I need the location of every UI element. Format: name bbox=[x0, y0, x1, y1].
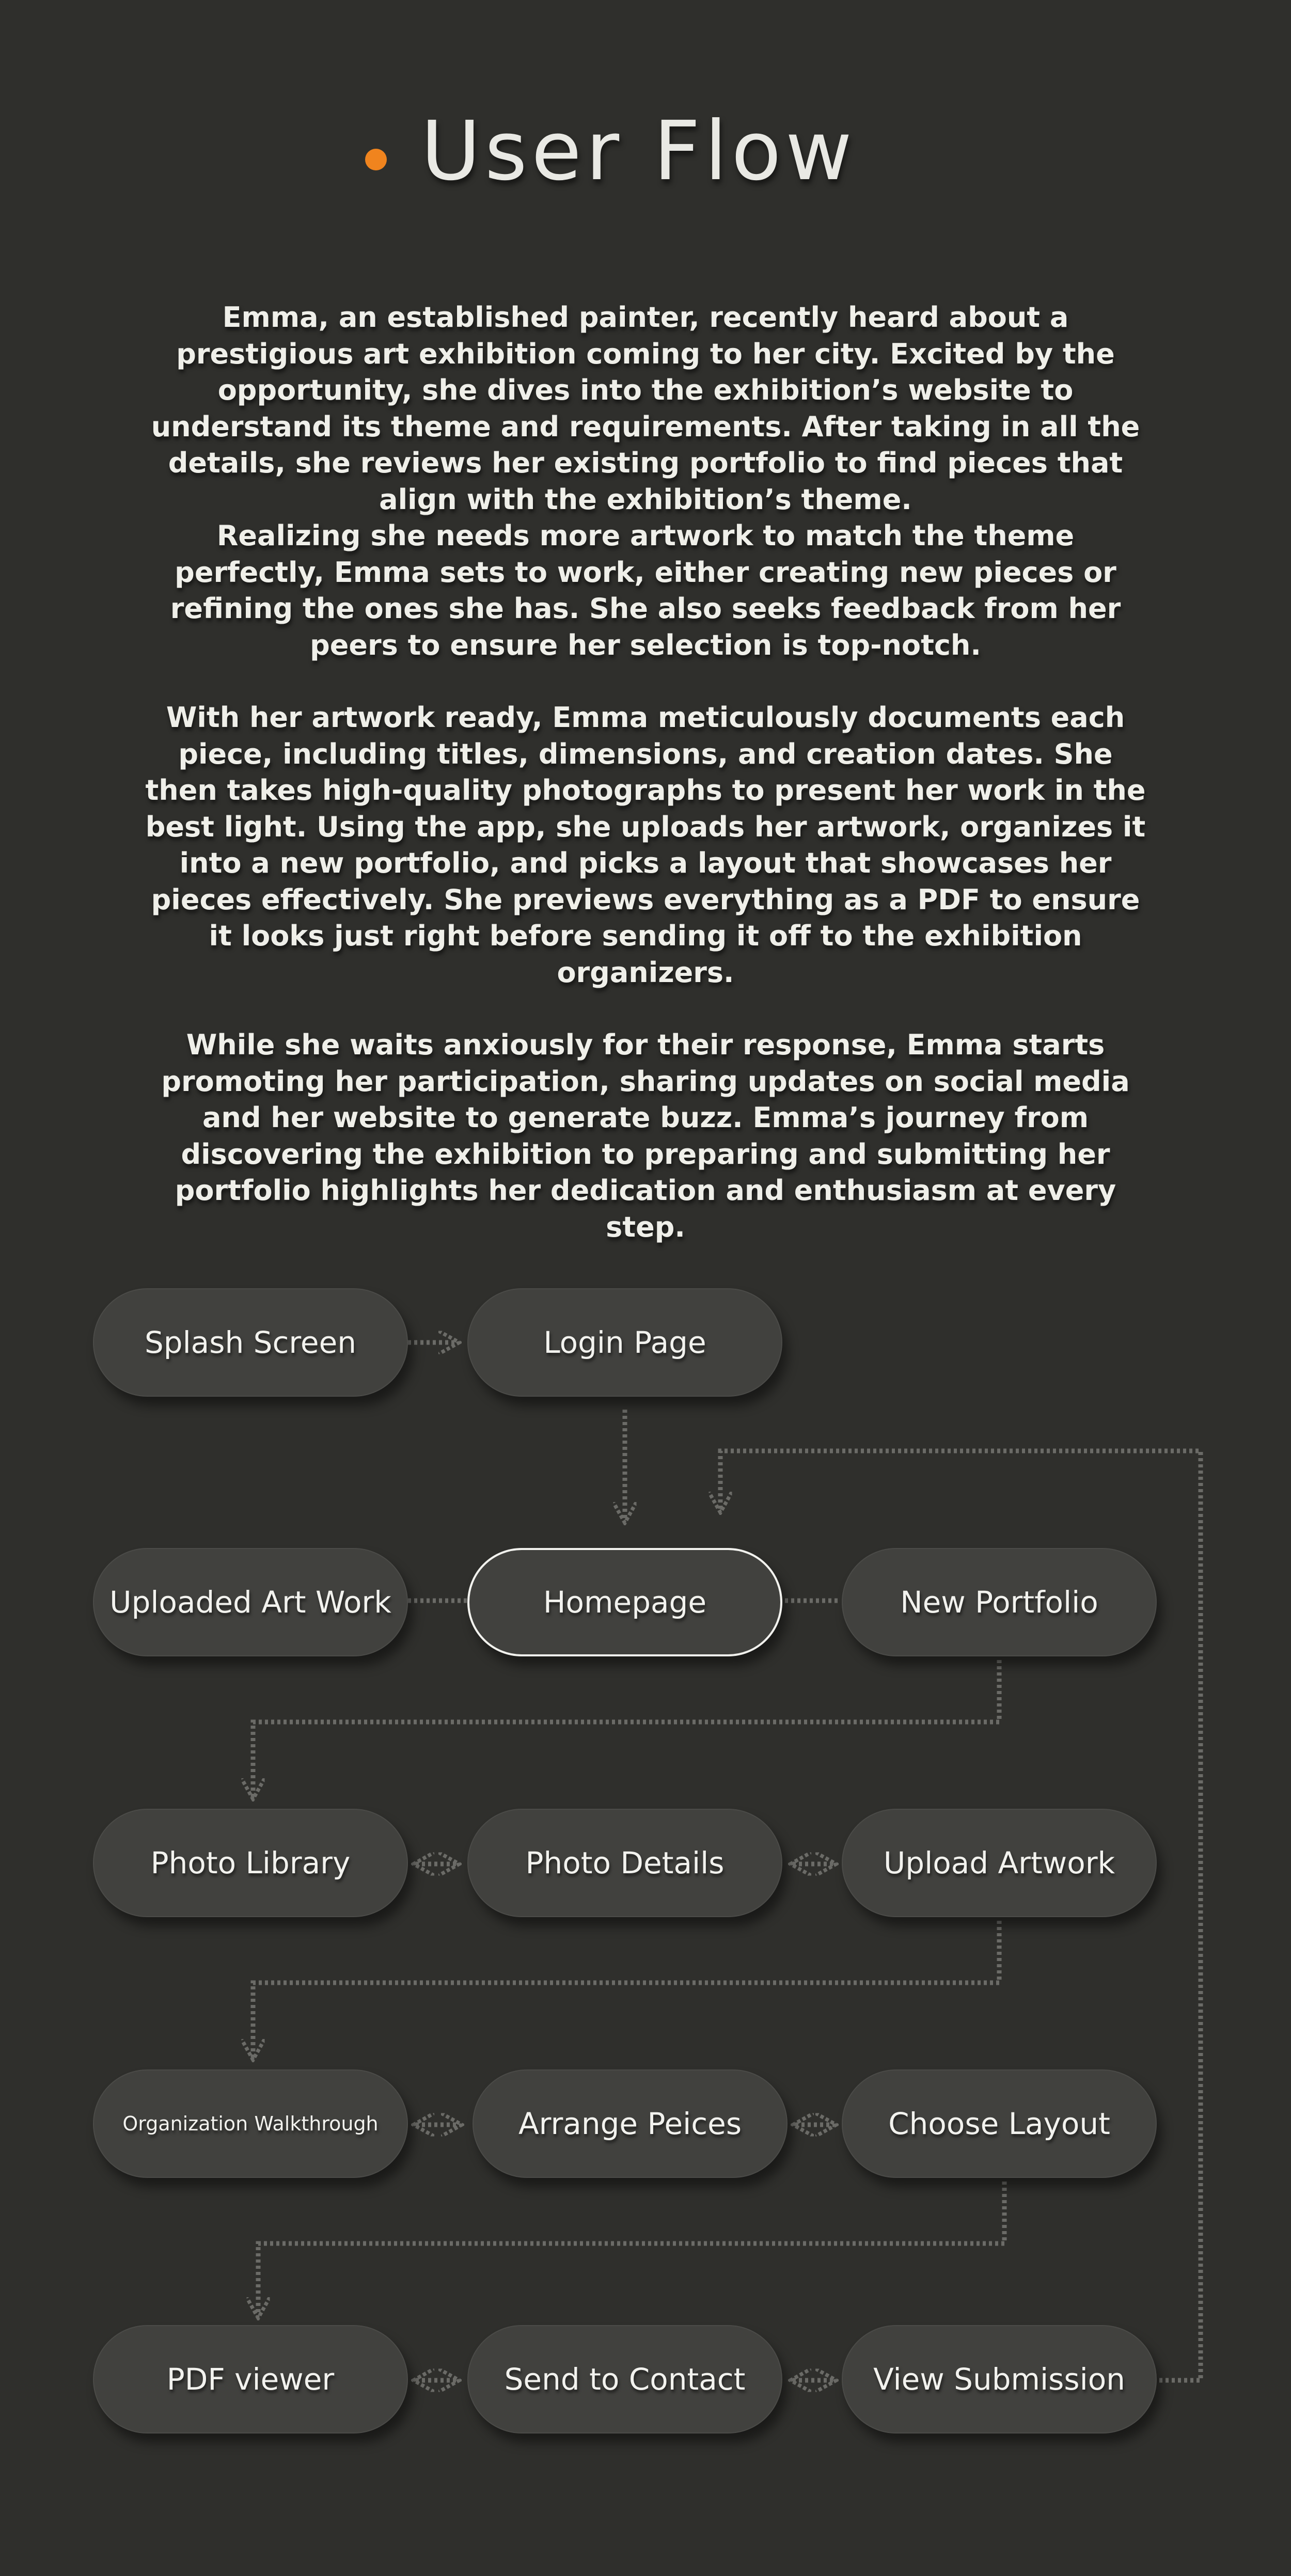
node-choose-layout[interactable]: Choose Layout bbox=[842, 2069, 1157, 2178]
node-login-page[interactable]: Login Page bbox=[467, 1288, 782, 1397]
node-photo-details[interactable]: Photo Details bbox=[467, 1809, 782, 1917]
story-paragraph: Realizing she needs more artwork to match the theme perfectly, Emma sets to work, either creating new pieces or refining the ones she has. She also seeks feedback from her peers to ensure her selection is top-notch. bbox=[170, 519, 1121, 661]
node-organization-walkthrough[interactable]: Organization Walkthrough bbox=[93, 2069, 408, 2178]
connector-upload-walkthrough bbox=[253, 1921, 999, 2058]
node-splash-screen[interactable]: Splash Screen bbox=[93, 1288, 408, 1397]
node-uploaded-art-work[interactable]: Uploaded Art Work bbox=[93, 1548, 408, 1656]
node-view-submission[interactable]: View Submission bbox=[842, 2325, 1157, 2433]
node-arrange-pieces[interactable]: Arrange Peices bbox=[473, 2069, 788, 2178]
page-title: User Flow bbox=[421, 104, 857, 199]
node-upload-artwork[interactable]: Upload Artwork bbox=[842, 1809, 1157, 1917]
node-send-to-contact[interactable]: Send to Contact bbox=[467, 2325, 782, 2433]
story-paragraph: With her artwork ready, Emma meticulously documents each piece, including titles, dimensions, and creation dates. She then takes high-quality photographs to present her work in the best light. Using the app, she uploads her artwork, organizes it into a new portfolio, and picks a layout that showcases her pieces effectively. She previews everything as a PDF to ensure it looks just right before sending it off to the exhibition organizers. bbox=[145, 701, 1146, 989]
node-pdf-viewer[interactable]: PDF viewer bbox=[93, 2325, 408, 2433]
connector-layout-pdf bbox=[258, 2182, 1004, 2316]
story-paragraph: While she waits anxiously for their response, Emma starts promoting her participation, sharing updates on social media and her website to generate buzz. Emma’s journey from discovering the exhibition to preparing and submitting her portfolio highlights her dedication and enthusiasm at every step. bbox=[161, 1029, 1130, 1243]
story-paragraph: Emma, an established painter, recently heard about a prestigious art exhibition coming to her city. Excited by the opportunity, she dives into the exhibition’s website to understand its theme and requirements. After taking in all the details, she reviews her existing portfolio to find pieces that align with the exhibition’s theme. bbox=[151, 301, 1140, 516]
node-new-portfolio[interactable]: New Portfolio bbox=[842, 1548, 1157, 1656]
node-photo-library[interactable]: Photo Library bbox=[93, 1809, 408, 1917]
node-homepage[interactable]: Homepage bbox=[467, 1548, 782, 1656]
connector-portfolio-library bbox=[253, 1660, 999, 1797]
